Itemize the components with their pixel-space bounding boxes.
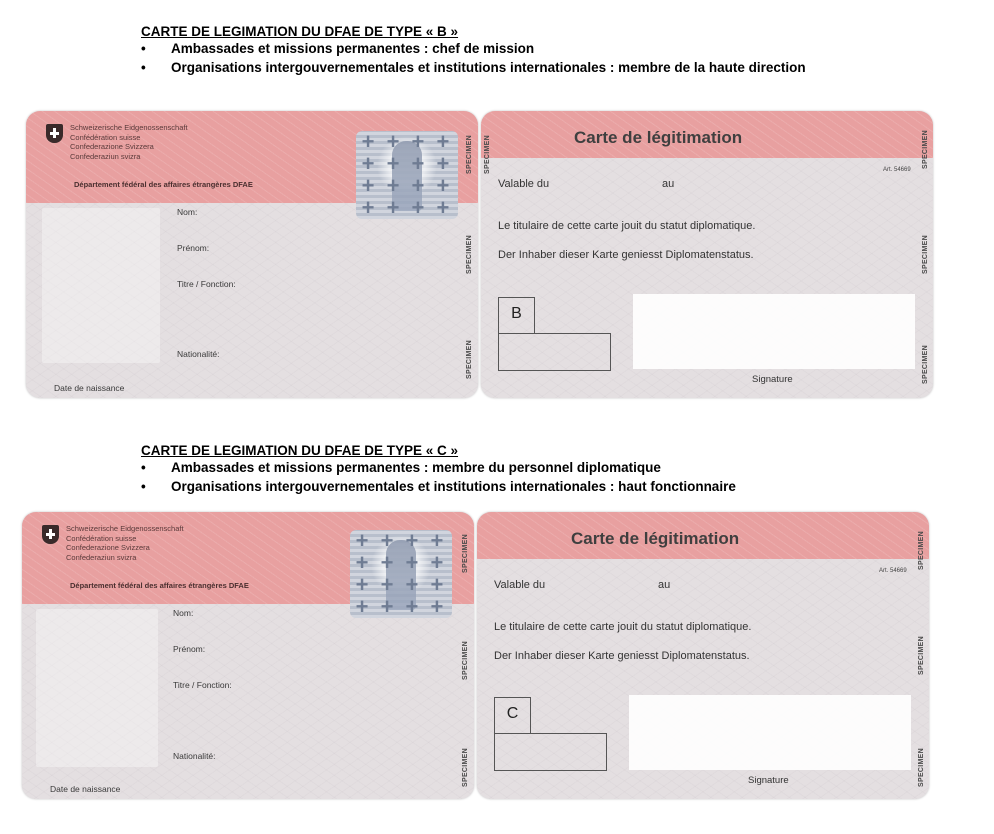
field-label-naissance: Date de naissance: [54, 383, 125, 393]
department-label: Département fédéral des affaires étrangères DFAE: [74, 180, 253, 189]
section-title-c: CARTE DE LEGIMATION DU DFAE DE TYPE « C »: [141, 443, 459, 458]
specimen-label: SPECIMEN: [917, 748, 925, 787]
field-label-prenom: Prénom:: [177, 243, 210, 253]
specimen-label: SPECIMEN: [917, 531, 925, 570]
bullet-icon: •: [141, 60, 146, 75]
specimen-label: SPECIMEN: [465, 340, 473, 379]
photo-area: [36, 609, 158, 767]
confederation-text: Schweizerische Eidgenossenschaft Confédération suisse Confederazione Svizzera Confederaziun svizra: [70, 123, 188, 161]
list-item-text: Ambassades et missions permanentes : membre du personnel diplomatique: [171, 460, 661, 475]
specimen-label: SPECIMEN: [921, 130, 929, 169]
statut-de: Der Inhaber dieser Karte geniesst Diplomatenstatus.: [498, 249, 754, 261]
article-number: Art. 54669: [879, 568, 907, 574]
swiss-cross-icon: [46, 124, 63, 143]
photo-area: [42, 208, 160, 363]
au-label: au: [662, 178, 675, 190]
card-b-back: [481, 111, 933, 398]
field-label-nationalite: Nationalité:: [173, 751, 216, 761]
list-item: [141, 60, 877, 76]
bullet-icon: •: [141, 460, 146, 475]
swiss-cross-icon: [42, 525, 59, 544]
article-number: Art. 54669: [883, 167, 911, 173]
specimen-label: SPECIMEN: [465, 135, 473, 174]
list-item: [141, 460, 877, 476]
type-letter-box: B: [498, 297, 535, 334]
statut-fr: Le titulaire de cette carte jouit du statut diplomatique.: [494, 621, 752, 633]
signature-label: Signature: [748, 775, 789, 786]
field-label-nom: Nom:: [177, 207, 198, 217]
signature-pad: [629, 695, 911, 770]
statut-de: Der Inhaber dieser Karte geniesst Diplomatenstatus.: [494, 650, 750, 662]
field-label-naissance: Date de naissance: [50, 784, 121, 794]
statut-fr: Le titulaire de cette carte jouit du statut diplomatique.: [498, 220, 756, 232]
field-label-nom: Nom:: [173, 608, 194, 618]
signature-label: Signature: [752, 374, 793, 385]
bullet-list-b: [141, 41, 877, 76]
specimen-label: SPECIMEN: [461, 748, 469, 787]
card-title: Carte de légitimation: [574, 128, 743, 147]
field-label-titre: Titre / Fonction:: [177, 279, 236, 289]
specimen-label: SPECIMEN: [465, 235, 473, 274]
field-label-titre: Titre / Fonction:: [173, 680, 232, 690]
bullet-icon: •: [141, 479, 146, 494]
number-box: [498, 333, 611, 371]
field-label-prenom: Prénom:: [173, 644, 206, 654]
card-b-front: [26, 111, 478, 398]
specimen-label: SPECIMEN: [921, 235, 929, 274]
list-item-text: Organisations intergouvernementales et institutions internationales : membre de la haute direction: [171, 60, 806, 75]
field-label-nationalite: Nationalité:: [177, 349, 220, 359]
hologram-icon: + + + + + + + + + + + + + + + +: [350, 530, 452, 618]
section-title-b: CARTE DE LEGIMATION DU DFAE DE TYPE « B »: [141, 24, 459, 39]
bullet-icon: •: [141, 41, 146, 56]
bullet-list-c: [141, 460, 877, 495]
list-item: [141, 41, 877, 57]
au-label: au: [658, 579, 671, 591]
list-item-text: Ambassades et missions permanentes : chef de mission: [171, 41, 535, 56]
confederation-text: Schweizerische Eidgenossenschaft Confédération suisse Confederazione Svizzera Confederaziun svizra: [66, 524, 184, 562]
type-letter-box: C: [494, 697, 531, 734]
card-title: Carte de légitimation: [571, 529, 740, 548]
valable-du-label: Valable du: [494, 579, 546, 591]
list-item-text: Organisations intergouvernementales et institutions internationales : haut fonctionnaire: [171, 479, 736, 494]
specimen-label: SPECIMEN: [461, 534, 469, 573]
signature-pad: [633, 294, 915, 369]
number-box: [494, 733, 607, 771]
specimen-label: SPECIMEN: [921, 345, 929, 384]
specimen-label: SPECIMEN: [917, 636, 925, 675]
card-c-back: [477, 512, 929, 799]
card-c-front: [22, 512, 474, 799]
valable-du-label: Valable du: [498, 178, 550, 190]
list-item: [141, 479, 877, 495]
hologram-icon: + + + + + + + + + + + + + + + +: [356, 131, 458, 219]
department-label: Département fédéral des affaires étrangères DFAE: [70, 581, 249, 590]
specimen-label: SPECIMEN: [483, 135, 491, 174]
specimen-label: SPECIMEN: [461, 641, 469, 680]
